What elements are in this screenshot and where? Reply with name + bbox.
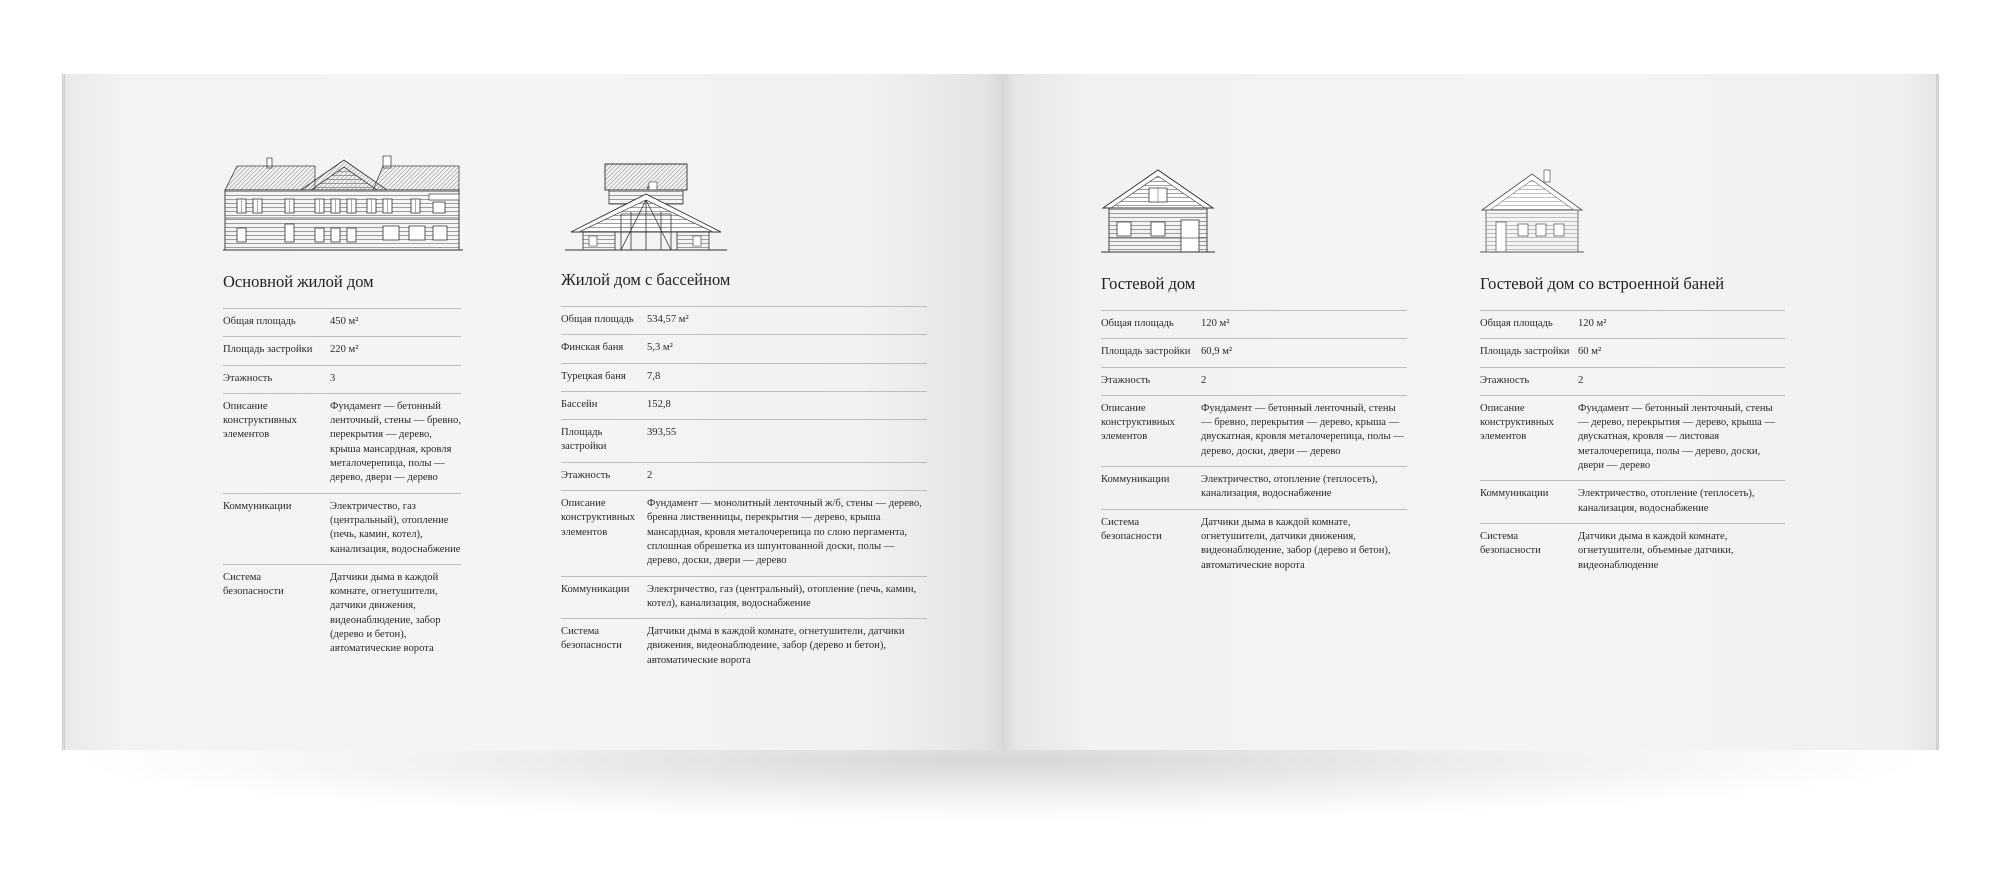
guest-sauna-house-elevation-icon (1480, 166, 1584, 256)
brochure-left-page (62, 74, 1003, 750)
spec-row (561, 363, 927, 391)
spec-row (561, 335, 927, 363)
spec-label: Площадь застройки (561, 427, 607, 453)
spec-label: Площадь застройки (1101, 346, 1191, 358)
spec-label: Коммуникации (1480, 488, 1549, 500)
spec-label: Этажность (223, 372, 273, 384)
house-title: Гостевой дом (1101, 274, 1196, 293)
spec-row (223, 365, 461, 393)
spec-label: Система безопасности (1480, 530, 1541, 557)
spec-row (1480, 311, 1785, 339)
spec-row (561, 391, 927, 419)
spec-label: Коммуникации (1101, 474, 1170, 486)
brochure-right-page (1002, 74, 1939, 750)
spec-row (561, 619, 927, 675)
spec-row (223, 493, 461, 564)
spec-row (1480, 523, 1785, 579)
spec-value: Фундамент — монолитный ленточный ж/б, стены — дерево, бревна лиственницы, перекрытия — дерево, крыша мансардная, кровля металочерепица по слою пергамента, сплошная обрешетка из шпунтованной доски, полы — дерево, доски, двери — дерево (647, 498, 922, 567)
spec-value: 152,8 (647, 398, 671, 410)
house-title: Гостевой дом со встроенной баней (1480, 274, 1725, 293)
house-card-guest-sauna (1480, 166, 1785, 580)
spec-row (561, 576, 927, 619)
spec-label: Площадь застройки (1480, 346, 1570, 358)
spec-value: Датчики дыма в каждой комнате, огнетушители, датчики движения, видеонаблюдение, забор (дерево и бетон), автоматические ворота (1201, 516, 1391, 571)
spec-table (1480, 310, 1785, 580)
spec-label: Бассейн (561, 398, 598, 410)
house-title: Жилой дом с бассейном (561, 270, 731, 289)
spec-row (1480, 367, 1785, 395)
spec-value: Фундамент — бетонный ленточный, стены — бревно, перекрытия — дерево, крыша мансардная, кровля металочерепица, полы — дерево, двери — дерево (330, 400, 461, 484)
spec-value: Фундамент — бетонный ленточный, стены — дерево, перекрытия — дерево, крыша — двускатная, кровля — листовая металочерепица, полы — дерево, доски, двери — дерево (1578, 402, 1776, 472)
house-card-pool (561, 152, 927, 675)
spec-label: Финская баня (561, 342, 624, 354)
spec-label: Описание конструктивных элементов (223, 400, 297, 441)
spec-label: Система безопасности (223, 571, 284, 598)
spec-label: Система безопасности (561, 626, 622, 652)
spec-row (223, 309, 461, 337)
spec-row (1101, 311, 1407, 339)
spec-label: Описание конструктивных элементов (561, 498, 635, 538)
spec-label: Этажность (561, 469, 611, 481)
spec-value: Электричество, газ (центральный), отопление (печь, камин, котел), канализация, водоснабжение (330, 500, 461, 555)
spec-table (561, 306, 927, 675)
spec-value: 2 (1578, 374, 1584, 386)
spec-row (1101, 395, 1407, 466)
spec-value: 393,55 (647, 427, 677, 439)
spec-table (1101, 310, 1407, 580)
spec-value: Датчики дыма в каждой комнате, огнетушители, датчики движения, видеонаблюдение, забор (дерево и бетон), автоматические ворота (330, 571, 441, 655)
spec-row (561, 420, 927, 463)
spec-value: 2 (1201, 374, 1207, 386)
spec-row (223, 337, 461, 365)
spec-row (1101, 339, 1407, 367)
spec-label: Система безопасности (1101, 516, 1162, 542)
main-house-elevation-icon (223, 152, 463, 256)
house-card-main (223, 152, 461, 664)
spec-value: Электричество, газ (центральный), отопление (печь, камин, котел), канализация, водоснабжение (647, 583, 917, 609)
spec-value: Фундамент — бетонный ленточный, стены — бревно, перекрытия — дерево, крыша — двускатная, кровля металочерепица, полы — дерево, доски, двери — дерево (1201, 402, 1404, 457)
spec-label: Описание конструктивных элементов (1480, 402, 1554, 443)
house-title: Основной жилой дом (223, 272, 374, 291)
spec-row (1480, 481, 1785, 524)
spec-value: 2 (647, 469, 653, 481)
guest-house-elevation-icon (1101, 166, 1215, 256)
spec-row (561, 491, 927, 576)
spec-value: Датчики дыма в каждой комнате, огнетушители, объемные датчики, видеонаблюдение (1578, 530, 1734, 571)
spec-label: Турецкая баня (561, 370, 626, 382)
spec-value: 5,3 м² (647, 342, 673, 354)
spec-value: 120 м² (1578, 318, 1607, 329)
spec-row (1480, 395, 1785, 480)
spec-row (561, 462, 927, 490)
spec-label: Общая площадь (1101, 318, 1174, 329)
spec-row (223, 393, 461, 493)
spec-value: Датчики дыма в каждой комнате, огнетушители, датчики движения, видеонаблюдение, забор (дерево и бетон), автоматические ворота (647, 626, 905, 666)
spec-label: Коммуникации (223, 500, 292, 512)
spec-label: Этажность (1480, 374, 1530, 386)
spec-value: 7,8 (647, 370, 661, 382)
spec-row (223, 564, 461, 663)
spec-label: Коммуникации (561, 583, 630, 595)
spec-value: 60,9 м² (1201, 346, 1233, 358)
spec-row (561, 307, 927, 335)
pool-house-elevation-icon (561, 152, 731, 256)
spec-row (1101, 367, 1407, 395)
spec-value: Электричество, отопление (теплосеть), канализация, водоснабжение (1578, 488, 1755, 514)
spec-value: 450 м² (330, 316, 359, 327)
spec-row (1480, 339, 1785, 367)
spec-label: Описание конструктивных элементов (1101, 402, 1175, 443)
spec-value: 60 м² (1578, 346, 1602, 358)
spec-value: 120 м² (1201, 318, 1230, 329)
spec-label: Площадь застройки (223, 344, 313, 356)
spec-table (223, 308, 461, 664)
spec-label: Общая площадь (1480, 318, 1553, 329)
spec-value: 534,57 м² (647, 314, 689, 325)
house-card-guest (1101, 166, 1407, 580)
spec-value: Электричество, отопление (теплосеть), канализация, водоснабжение (1201, 474, 1378, 500)
spec-row (1101, 509, 1407, 580)
spec-value: 3 (330, 372, 336, 384)
spec-label: Общая площадь (223, 316, 296, 327)
spec-label: Этажность (1101, 374, 1151, 386)
spec-label: Общая площадь (561, 314, 634, 325)
spec-value: 220 м² (330, 344, 359, 356)
spec-row (1101, 467, 1407, 510)
